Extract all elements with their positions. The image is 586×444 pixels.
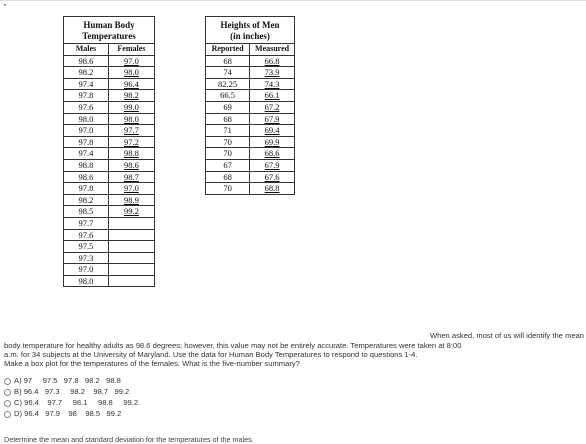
table-row (206, 183, 295, 195)
table-row (64, 136, 155, 148)
table-row (64, 183, 155, 195)
col-header-reported: Reported (206, 44, 250, 56)
question-text-line-1: When asked, most of us will identify the mean (429, 331, 584, 340)
temperature-cell: 97.8 (64, 183, 109, 195)
table-row (206, 101, 295, 113)
answer-option-b[interactable] (4, 387, 129, 397)
temperature-cell: 97.3 (64, 252, 109, 264)
temperature-cell: 98.0 (108, 113, 154, 125)
table-row (206, 67, 295, 79)
table-row (206, 159, 295, 171)
table-row (64, 78, 155, 90)
height-cell: 69.9 (250, 136, 295, 148)
option-c-label: C) 96.4 97.7 98.1 98.8 99.2 (14, 398, 139, 407)
temperature-cell: 98.0 (108, 67, 154, 79)
height-cell: 66.1 (250, 90, 295, 102)
temperature-cell: 98.2 (108, 90, 154, 102)
temperature-cell (108, 241, 154, 253)
height-cell: 68 (206, 113, 250, 125)
temperature-cell (108, 252, 154, 264)
table-row (206, 90, 295, 102)
temperature-cell: 98.6 (64, 55, 109, 67)
radio-icon[interactable] (4, 400, 11, 407)
height-cell: 74 (206, 67, 250, 79)
radio-icon[interactable] (4, 411, 11, 418)
temperature-cell (108, 275, 154, 287)
table-row (206, 55, 295, 67)
temperature-cell: 97.0 (64, 125, 109, 137)
height-cell: 69.4 (250, 125, 295, 137)
table-row (64, 252, 155, 264)
temperature-cell: 97.8 (64, 136, 109, 148)
temperature-cell: 97.6 (64, 229, 109, 241)
table-row (206, 171, 295, 183)
table-row (64, 55, 155, 67)
top-divider (0, 0, 586, 1)
temps-table-title: Human Body Temperatures (64, 17, 155, 44)
height-cell: 66.8 (250, 55, 295, 67)
question-text-line-3: a.m. for 34 subjects at the University of Maryland. Use the data for Human Body Temperatures to respond to questions 1-4. (4, 350, 418, 359)
temperature-cell: 98.6 (108, 159, 154, 171)
question-text-line-2: body temperature for healthy adults as 98.6 degrees; however, this value may not be entirely accurate. Temperatures were taken at 8:00 (4, 341, 462, 350)
temperature-cell: 98.0 (64, 275, 109, 287)
option-a-label: A) 97 97.5 97.8 98.2 98.8 (14, 376, 121, 385)
answer-option-a[interactable] (4, 376, 121, 386)
table-row (206, 125, 295, 137)
temperature-cell: 97.2 (108, 136, 154, 148)
option-d-label: D) 96.4 97.9 98 98.5 99.2 (14, 409, 122, 418)
height-cell: 70 (206, 183, 250, 195)
table-row (64, 275, 155, 287)
temperature-cell: 97.4 (64, 78, 109, 90)
temperature-cell (108, 229, 154, 241)
height-cell: 70 (206, 136, 250, 148)
temperature-cell: 98.8 (64, 159, 109, 171)
radio-icon[interactable] (4, 378, 11, 385)
table-row (64, 171, 155, 183)
table-row (206, 113, 295, 125)
body-temperatures-table (63, 16, 155, 287)
height-cell: 82.25 (206, 78, 250, 90)
height-cell: 68 (206, 55, 250, 67)
height-cell: 74.3 (250, 78, 295, 90)
temperature-cell: 97.5 (64, 241, 109, 253)
temperature-cell: 98.2 (64, 67, 109, 79)
col-header-measured: Measured (250, 44, 295, 56)
temperature-cell: 98.5 (64, 206, 109, 218)
col-header-females: Females (108, 44, 154, 56)
height-cell: 67.9 (250, 113, 295, 125)
table-row (64, 264, 155, 276)
table-row (64, 194, 155, 206)
height-cell: 66.5 (206, 90, 250, 102)
temperature-cell: 97.8 (64, 90, 109, 102)
temperature-cell: 97.7 (64, 217, 109, 229)
answer-option-d[interactable] (4, 409, 121, 419)
question-prompt: Make a box plot for the temperatures of the females. What is the five-number summary? (4, 359, 300, 368)
table-row (64, 241, 155, 253)
next-question-text: Determine the mean and standard deviation for the temperatures of the males. (4, 436, 254, 444)
height-cell: 67 (206, 159, 250, 171)
heights-table-title: Heights of Men (in inches) (206, 17, 295, 44)
height-cell: 71 (206, 125, 250, 137)
table-row (64, 217, 155, 229)
table-row (206, 148, 295, 160)
temperature-cell: 96.4 (108, 78, 154, 90)
temperature-cell: 97.0 (108, 183, 154, 195)
col-header-males: Males (64, 44, 109, 56)
temperature-cell (108, 217, 154, 229)
temperature-cell (108, 264, 154, 276)
table-row (64, 159, 155, 171)
table-row (64, 229, 155, 241)
table-row (64, 67, 155, 79)
height-cell: 67.6 (250, 171, 295, 183)
height-cell: 69 (206, 101, 250, 113)
temperature-cell: 98.7 (108, 171, 154, 183)
temperature-cell: 97.0 (108, 55, 154, 67)
bullet-dot (4, 4, 6, 6)
table-row (64, 206, 155, 218)
temperature-cell: 98.2 (64, 194, 109, 206)
table-row (64, 90, 155, 102)
table-row (206, 78, 295, 90)
temperature-cell: 97.0 (64, 264, 109, 276)
answer-option-c[interactable] (4, 398, 138, 408)
temperature-cell: 97.6 (64, 101, 109, 113)
temperature-cell: 98.9 (108, 194, 154, 206)
temperature-cell: 98.6 (64, 171, 109, 183)
table-row (64, 113, 155, 125)
temperature-cell: 98.0 (64, 113, 109, 125)
table-row (206, 136, 295, 148)
temperature-cell: 99.0 (108, 101, 154, 113)
height-cell: 70 (206, 148, 250, 160)
temperature-cell: 99.2 (108, 206, 154, 218)
table-row (64, 148, 155, 160)
height-cell: 68.6 (250, 148, 295, 160)
height-cell: 68 (206, 171, 250, 183)
heights-of-men-table (205, 16, 295, 195)
height-cell: 67.9 (250, 159, 295, 171)
temperature-cell: 97.4 (64, 148, 109, 160)
height-cell: 73.9 (250, 67, 295, 79)
table-row (64, 101, 155, 113)
temperature-cell: 97.7 (108, 125, 154, 137)
height-cell: 67.2 (250, 101, 295, 113)
radio-icon[interactable] (4, 389, 11, 396)
temperature-cell: 98.8 (108, 148, 154, 160)
table-row (64, 125, 155, 137)
option-b-label: B) 96.4 97.3 98.2 98.7 99.2 (14, 387, 130, 396)
height-cell: 68.8 (250, 183, 295, 195)
